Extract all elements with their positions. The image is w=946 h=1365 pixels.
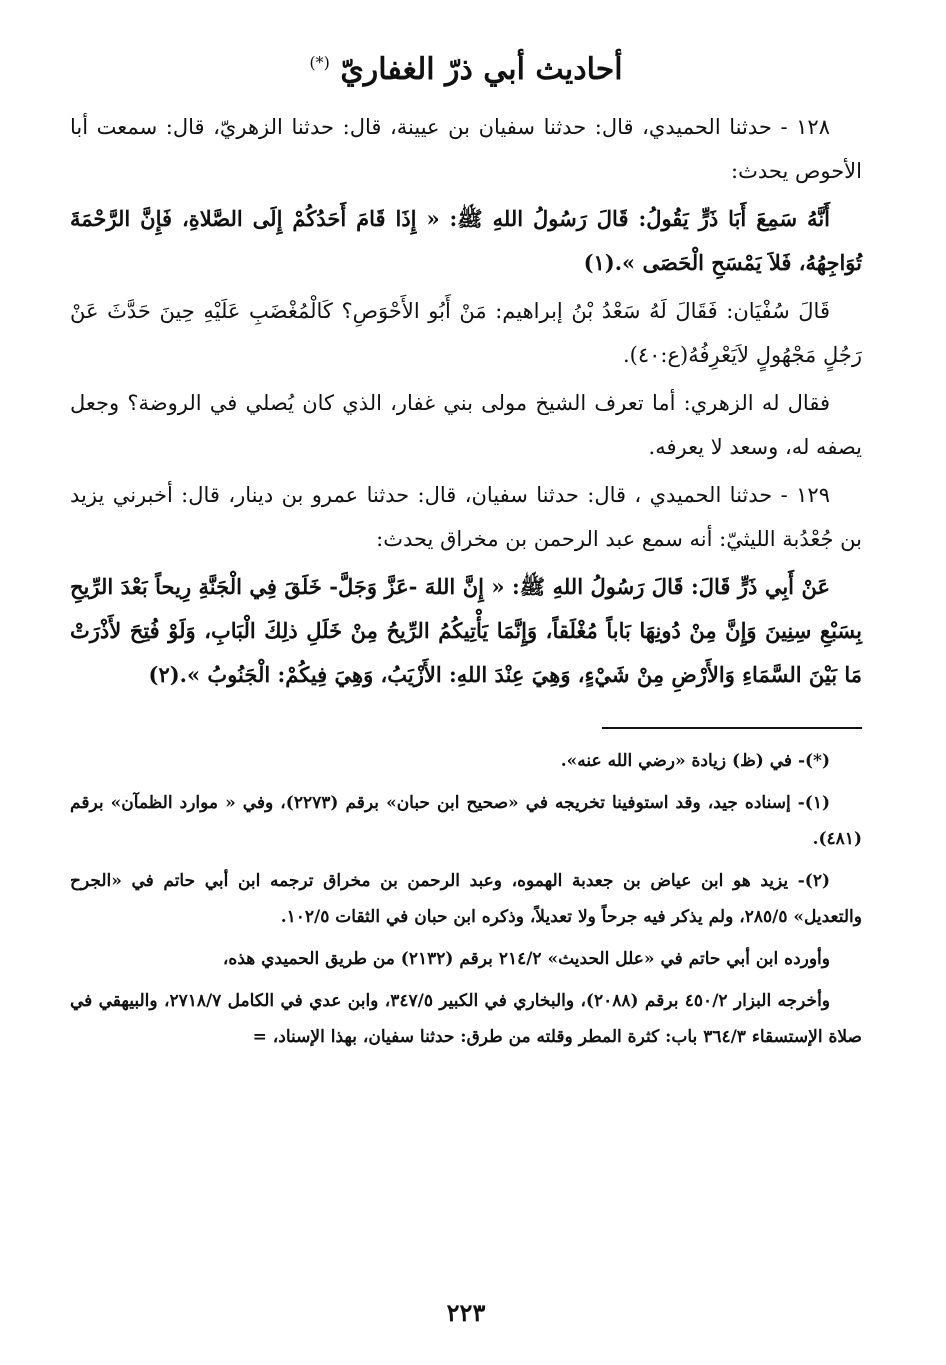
footnote-2-cont-2: وأخرجه البزار ٤٥٠/٢ برقم (٢٠٨٨)، والبخاري في الكبير ٣٤٧/٥، وابن عدي في الكامل ٢٧١٨/٧، والبيهقي في صلاة الإستسقاء ٣٦٤/٣ باب: كثرة المطر وقلته من طرق: حدثنا سفيان، بهذا الإسناد، = <box>70 991 862 1047</box>
title-text: أحاديث أبي ذرّ الغفاريّ <box>340 52 623 87</box>
document-page <box>70 40 862 1340</box>
title-footnote-mark: (*) <box>309 53 330 72</box>
footnote-separator <box>602 727 862 729</box>
page-number: ٢٢٣ <box>446 1298 486 1327</box>
hadith-128-comment: قَالَ سُفْيَان: فَقَالَ لَهُ سَعْدُ بْنُ إبراهيم: مَنْ أَبُو الأَحْوَصِ؟ كَالْمُغْضَبِ عَلَيْهِ حِينَ حَدَّثَ عَنْ رَجُلٍ مَجْهُولٍ لاَيَعْرِفُهُ(ع:٤٠). <box>70 299 862 367</box>
page-title <box>70 52 862 87</box>
footnote-2: (٢)- يزيد هو ابن عياض بن جعدبة الهموه، وعبد الرحمن بن مخراق ترجمه ابن أبي حاتم في «الجرح والتعديل» ٢٨٥/٥، ولم يذكر فيه جرحاً ولا تعديلاً، وذكره ابن حبان في الثقات ١٠٢/٥. <box>70 871 862 927</box>
hadith-128-isnad: ١٢٨ - حدثنا الحميدي، قال: حدثنا سفيان بن عيينة، قال: حدثنا الزهريّ، قال: سمعت أبا الأحوص يحدث: <box>70 115 862 183</box>
hadith-129-matn: عَنْ أَبِي ذَرٍّ قَالَ: قَالَ رَسُولُ اللهِ ﷺ: « إِنَّ اللهَ -عَزَّ وَجَلَّ- خَلَقَ فِي الْجَنَّةِ رِيحاً بَعْدَ الرِّيحِ بِسَبْعِ سِنِينَ وَإِنَّ مِنْ دُونِهَا بَاباً مُغْلَقاً، وَإِنَّمَا يَأْتِيكُمُ الرِّيحُ مِنْ خَلَلِ ذلِكَ الْبَابِ، وَلَوْ فُتِحَ لأَذْرَتْ مَا بَيْنَ السَّمَاءِ وَالأَرْضِ مِنْ شَيْءٍ، وَهِيَ عِنْدَ اللهِ: الأَزْيَبُ، وَهِيَ فِيكُمْ: الْجَنُوبُ ».(٢) <box>70 574 862 687</box>
footnote-star: (*)- في (ظ) زيادة «رضي الله عنه». <box>560 751 830 771</box>
footnote-1: (١)- إسناده جيد، وقد استوفينا تخريجه في «صحيح ابن حبان» برقم (٢٢٧٣)، وفي « موارد الظمآن» برقم (٤٨١). <box>70 793 862 849</box>
hadith-128-note: فقال له الزهري: أما تعرف الشيخ مولى بني غفار، الذي كان يُصلي في الروضة؟ وجعل يصفه له، وسعد لا يعرفه. <box>70 391 862 459</box>
hadith-129-isnad: ١٢٩ - حدثنا الحميدي ، قال: حدثنا سفيان، قال: حدثنا عمرو بن دينار، قال: أخبرني يزيد بن جُعْدُبة الليثيّ: أنه سمع عبد الرحمن بن مخراق يحدث: <box>70 483 862 551</box>
footnote-2-cont-1: وأورده ابن أبي حاتم في «علل الحديث» ٢١٤/٢ برقم (٢١٣٢) من طريق الحميدي هذه، <box>222 949 830 969</box>
hadith-128-matn: أَنَّهُ سَمِعَ أَبَا ذَرٍّ يَقُولُ: قَالَ رَسُولُ اللهِ ﷺ: « إِذَا قَامَ أَحَدُكُمْ إِلَى الصَّلاةِ، فَإِنَّ الرَّحْمَةَ تُوَاجِهُهُ، فَلاَ يَمْسَحِ الْحَصَى ».(١) <box>70 206 862 275</box>
